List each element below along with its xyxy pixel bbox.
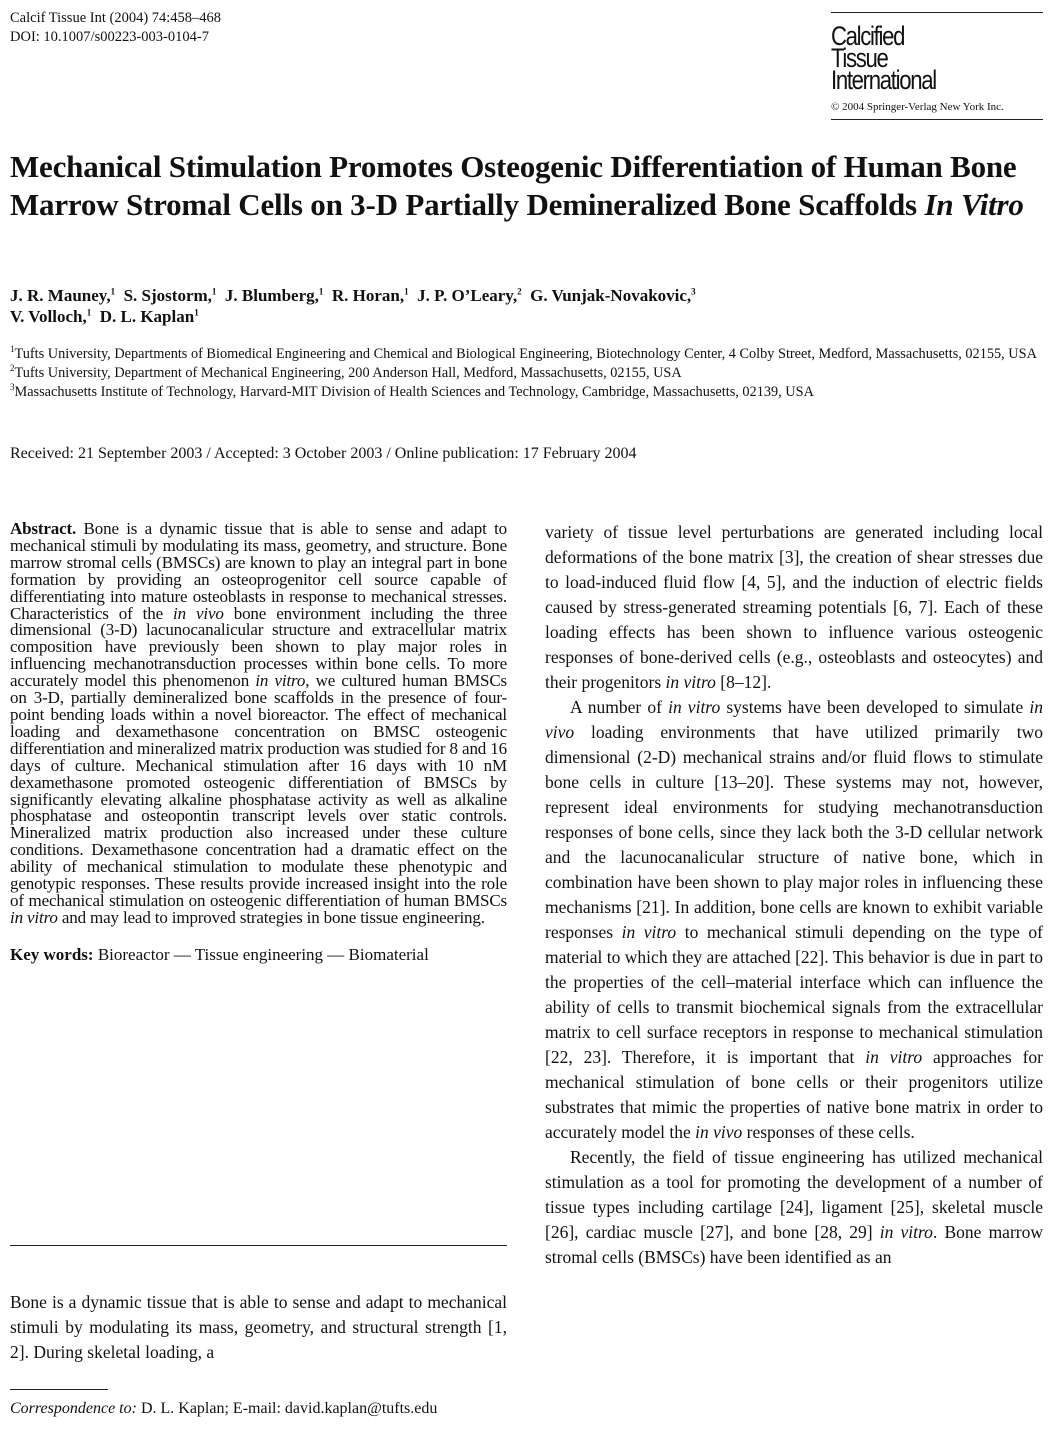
introduction-start (10, 1290, 507, 1365)
logo-line-2: Tissue (831, 43, 888, 73)
author: R. Horan,$^1$ (331, 286, 409, 305)
publication-dates: Received: 21 September 2003 / Accepted: 3 October 2003 / Online publication: 17 February 2004 (10, 445, 637, 462)
abstract-label: Abstract. (10, 519, 77, 538)
citation-line: Calcif Tissue Int (2004) 74:458–468 (10, 10, 222, 26)
body-paragraph: A number of in vitro systems have been developed to simulate in vivo loading environments that have utilized primarily two dimensional (2-D) mechanical strains and/or fluid flows to stimulate bone cells in culture [13–20]. These systems may not, however, represent ideal environments for studying mechanotransduction responses of bone cells, since they lack both the 3-D cellular network and the lacunocanalicular structure of native bone, which in combination have been shown to play major roles in influencing these mechanisms [21]. In addition, bone cells are known to exhibit variable responses in vitro to mechanical stimuli depending on the type of material to which they are attached [22]. This behavior is due in part to the properties of the cell–material interface which can influence the ability of cells to transmit biochemical signals from the extracellular matrix to cell surface receptors in response to mechanical stimulation [22, 23]. Therefore, it is important that in vitro approaches for mechanical stimulation of bone cells or their progenitors utilize substrates that mimic the properties of native bone matrix in order to accurately model the in vivo responses of these cells. (545, 697, 1044, 1142)
abstract: Abstract. Bone is a dynamic tissue that is able to sense and adapt to mechanical stimuli by modulating its mass, geometry, and structure. Bone marrow stromal cells (BMSCs) are known to play an integral part in bone formation by providing an osteoprogenitor cell source capable of differentiating into mature osteoblasts in response to mechanical stresses. Characteristics of the in vivo bone environment including the three dimensional (3-D) lacunocanalicular structure and extracellular matrix composition have previously been shown to play major roles in influencing mechanotransduction processes within bone cells. To more accurately model this phenomenon in vitro, we cultured human BMSCs on 3-D, partially demineralized bone scaffolds in the presence of four-point bending loads within a novel bioreactor. The effect of mechanical loading and dexamethasone concentration on BMSC osteogenic differentiation and mineralized matrix production was studied for 8 and 16 days of culture. Mechanical stimulation after 16 days with 10 nM dexamethasone promoted osteogenic differentiation of BMSCs by significantly elevating alkaline phosphatase activity as well as alkaline phosphatase and osteopontin transcript levels over static controls. Mineralized matrix production also increased under these culture conditions. Dexamethasone concentration had a dramatic effect on the ability of mechanical stimulation to modulate these phenotypic and genotypic responses. These results provide increased insight into the role of mechanical stimulation on osteogenic differentiation of human BMSCs in vitro and may lead to improved strategies in bone tissue engineering. (10, 519, 507, 927)
logo-line-3: International (831, 65, 936, 95)
author: J. Blumberg,$^1$ (224, 286, 324, 305)
author: D. L. Kaplan$^1$ (99, 307, 199, 326)
correspondence-label: Correspondence to: (10, 1400, 137, 1417)
author: J. R. Mauney,$^1$ (10, 286, 116, 305)
author: V. Volloch,$^1$ (10, 307, 92, 326)
author: J. P. O’Leary,$^2$ (417, 286, 522, 305)
affiliations (10, 345, 1043, 402)
journal-logo (831, 21, 1005, 95)
copyright-notice: © 2004 Springer-Verlag New York Inc. (831, 101, 1004, 113)
intro-paragraph: Bone is a dynamic tissue that is able to sense and adapt to mechanical stimuli by modulating its mass, geometry, and structural strength [1, 2]. During skeletal loading, a (10, 1292, 507, 1362)
abstract-column (10, 521, 507, 964)
body-paragraph: variety of tissue level perturbations are generated including local deformations of the bone matrix [3], the creation of shear stresses due to load-induced fluid flow [4, 5], and the induction of electric fields caused by stress-generated streaming potentials [6, 7]. Each of these loading effects has been shown to influence various osteogenic responses of bone-derived cells (e.g., osteoblasts and osteocytes) and their progenitors in vitro [8–12]. (545, 522, 1043, 692)
keywords-label: Key words: (10, 944, 94, 964)
keywords: Key words: Bioreactor — Tissue engineering — Biomaterial (10, 944, 429, 964)
affiliation-item: $^2$Tufts University, Department of Mechanical Engineering, 200 Anderson Hall, Medford, Massachusetts, 02155, USA (10, 363, 682, 381)
title-main: Mechanical Stimulation Promotes Osteogenic Differentiation of Human Bone Marrow Stromal Cells on 3-D Partially Demineralized Bone Scaffolds (10, 149, 1017, 222)
author-list (10, 285, 1040, 327)
title-italic: In Vitro (924, 187, 1024, 222)
author: S. Sjostorm,$^1$ (123, 286, 217, 305)
footnote-divider (10, 1389, 108, 1390)
doi-line: DOI: 10.1007/s00223-003-0104-7 (10, 29, 209, 45)
author: G. Vunjak-Novakovic,$^3$ (530, 286, 696, 305)
logo-line-1: Calcified (831, 21, 905, 51)
affiliation-item: $^1$Tufts University, Departments of Biomedical Engineering and Chemical and Biological Engineering, Biotechnology Center, 4 Colby Street, Medford, Massachusetts, 02155, USA (10, 344, 1037, 362)
article-title (10, 148, 1040, 224)
journal-logo-block (831, 12, 1043, 120)
body-right-column (545, 520, 1043, 1270)
logo-divider (831, 119, 1043, 120)
correspondence-footnote: Correspondence to: D. L. Kaplan; E-mail: david.kaplan@tufts.edu (10, 1400, 438, 1417)
abstract-divider (10, 1245, 507, 1246)
body-paragraph: Recently, the field of tissue engineering has utilized mechanical stimulation as a tool for promoting the development of a number of tissue types including cartilage [24], ligament [25], skeletal muscle [26], cardiac muscle [27], and bone [28, 29] in vitro. Bone marrow stromal cells (BMSCs) have been identified as an (545, 1147, 1043, 1267)
journal-citation (10, 9, 221, 47)
affiliation-item: $^3$Massachusetts Institute of Technology, Harvard-MIT Division of Health Sciences and Technology, Cambridge, Massachusetts, 02139, USA (10, 382, 814, 400)
